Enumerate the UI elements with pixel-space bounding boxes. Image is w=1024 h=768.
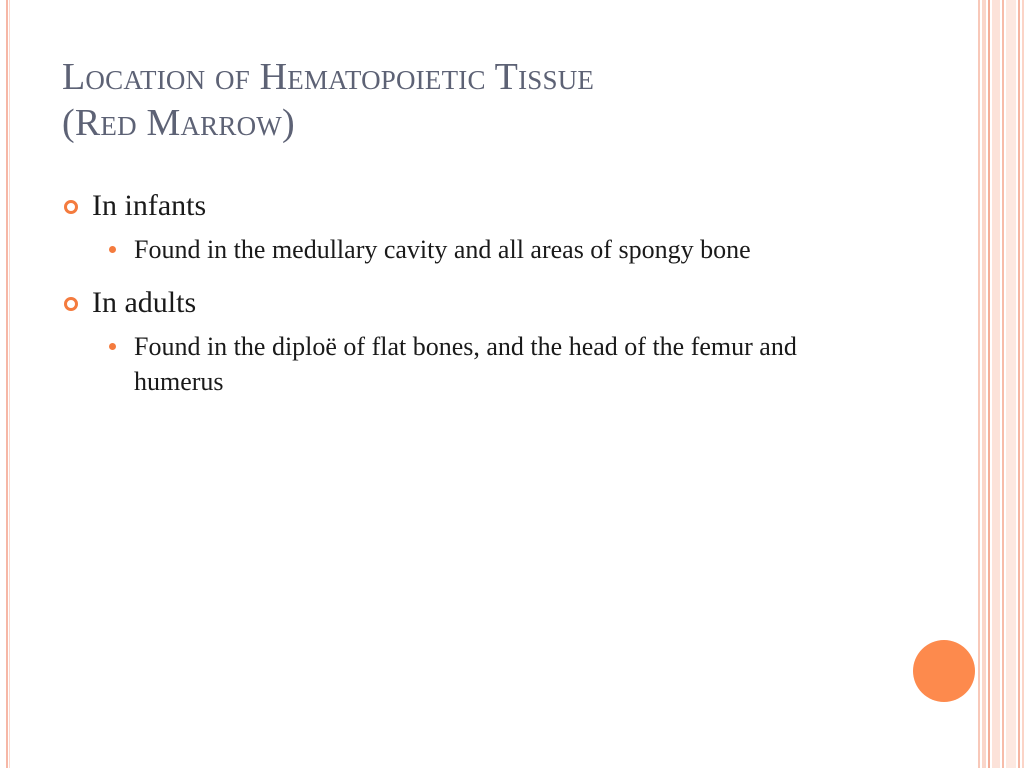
sub-bullet-item [62, 329, 892, 399]
right-decorative-stripes [978, 0, 1024, 768]
bullet-label: In infants [92, 189, 207, 222]
stripe [1018, 0, 1020, 768]
stripe [978, 0, 980, 768]
stripe [982, 0, 986, 768]
stripe [1006, 0, 1016, 768]
bullet-item-adults [62, 283, 892, 323]
decorative-circle [913, 640, 975, 702]
bullet-item-infants [62, 186, 892, 226]
left-border-line [6, 0, 8, 768]
stripe [988, 0, 990, 768]
title-line-1: Location of Hematopoietic Tissue [62, 56, 595, 98]
stripe [992, 0, 1000, 768]
ring-bullet-icon [64, 297, 78, 311]
stripe [1002, 0, 1004, 768]
sub-bullet-text: Found in the diploë of flat bones, and the head of the femur and humerus [134, 332, 797, 396]
ring-bullet-icon [64, 200, 78, 214]
dot-bullet-icon [109, 246, 116, 253]
slide-title [62, 54, 922, 146]
title-line-2: (Red Marrow) [62, 102, 295, 144]
slide-content [62, 186, 892, 415]
bullet-label: In adults [92, 286, 197, 319]
left-border-line-inner [9, 0, 10, 768]
sub-bullet-item [62, 232, 892, 267]
sub-bullet-text: Found in the medullary cavity and all areas of spongy bone [134, 235, 751, 264]
dot-bullet-icon [109, 343, 116, 350]
